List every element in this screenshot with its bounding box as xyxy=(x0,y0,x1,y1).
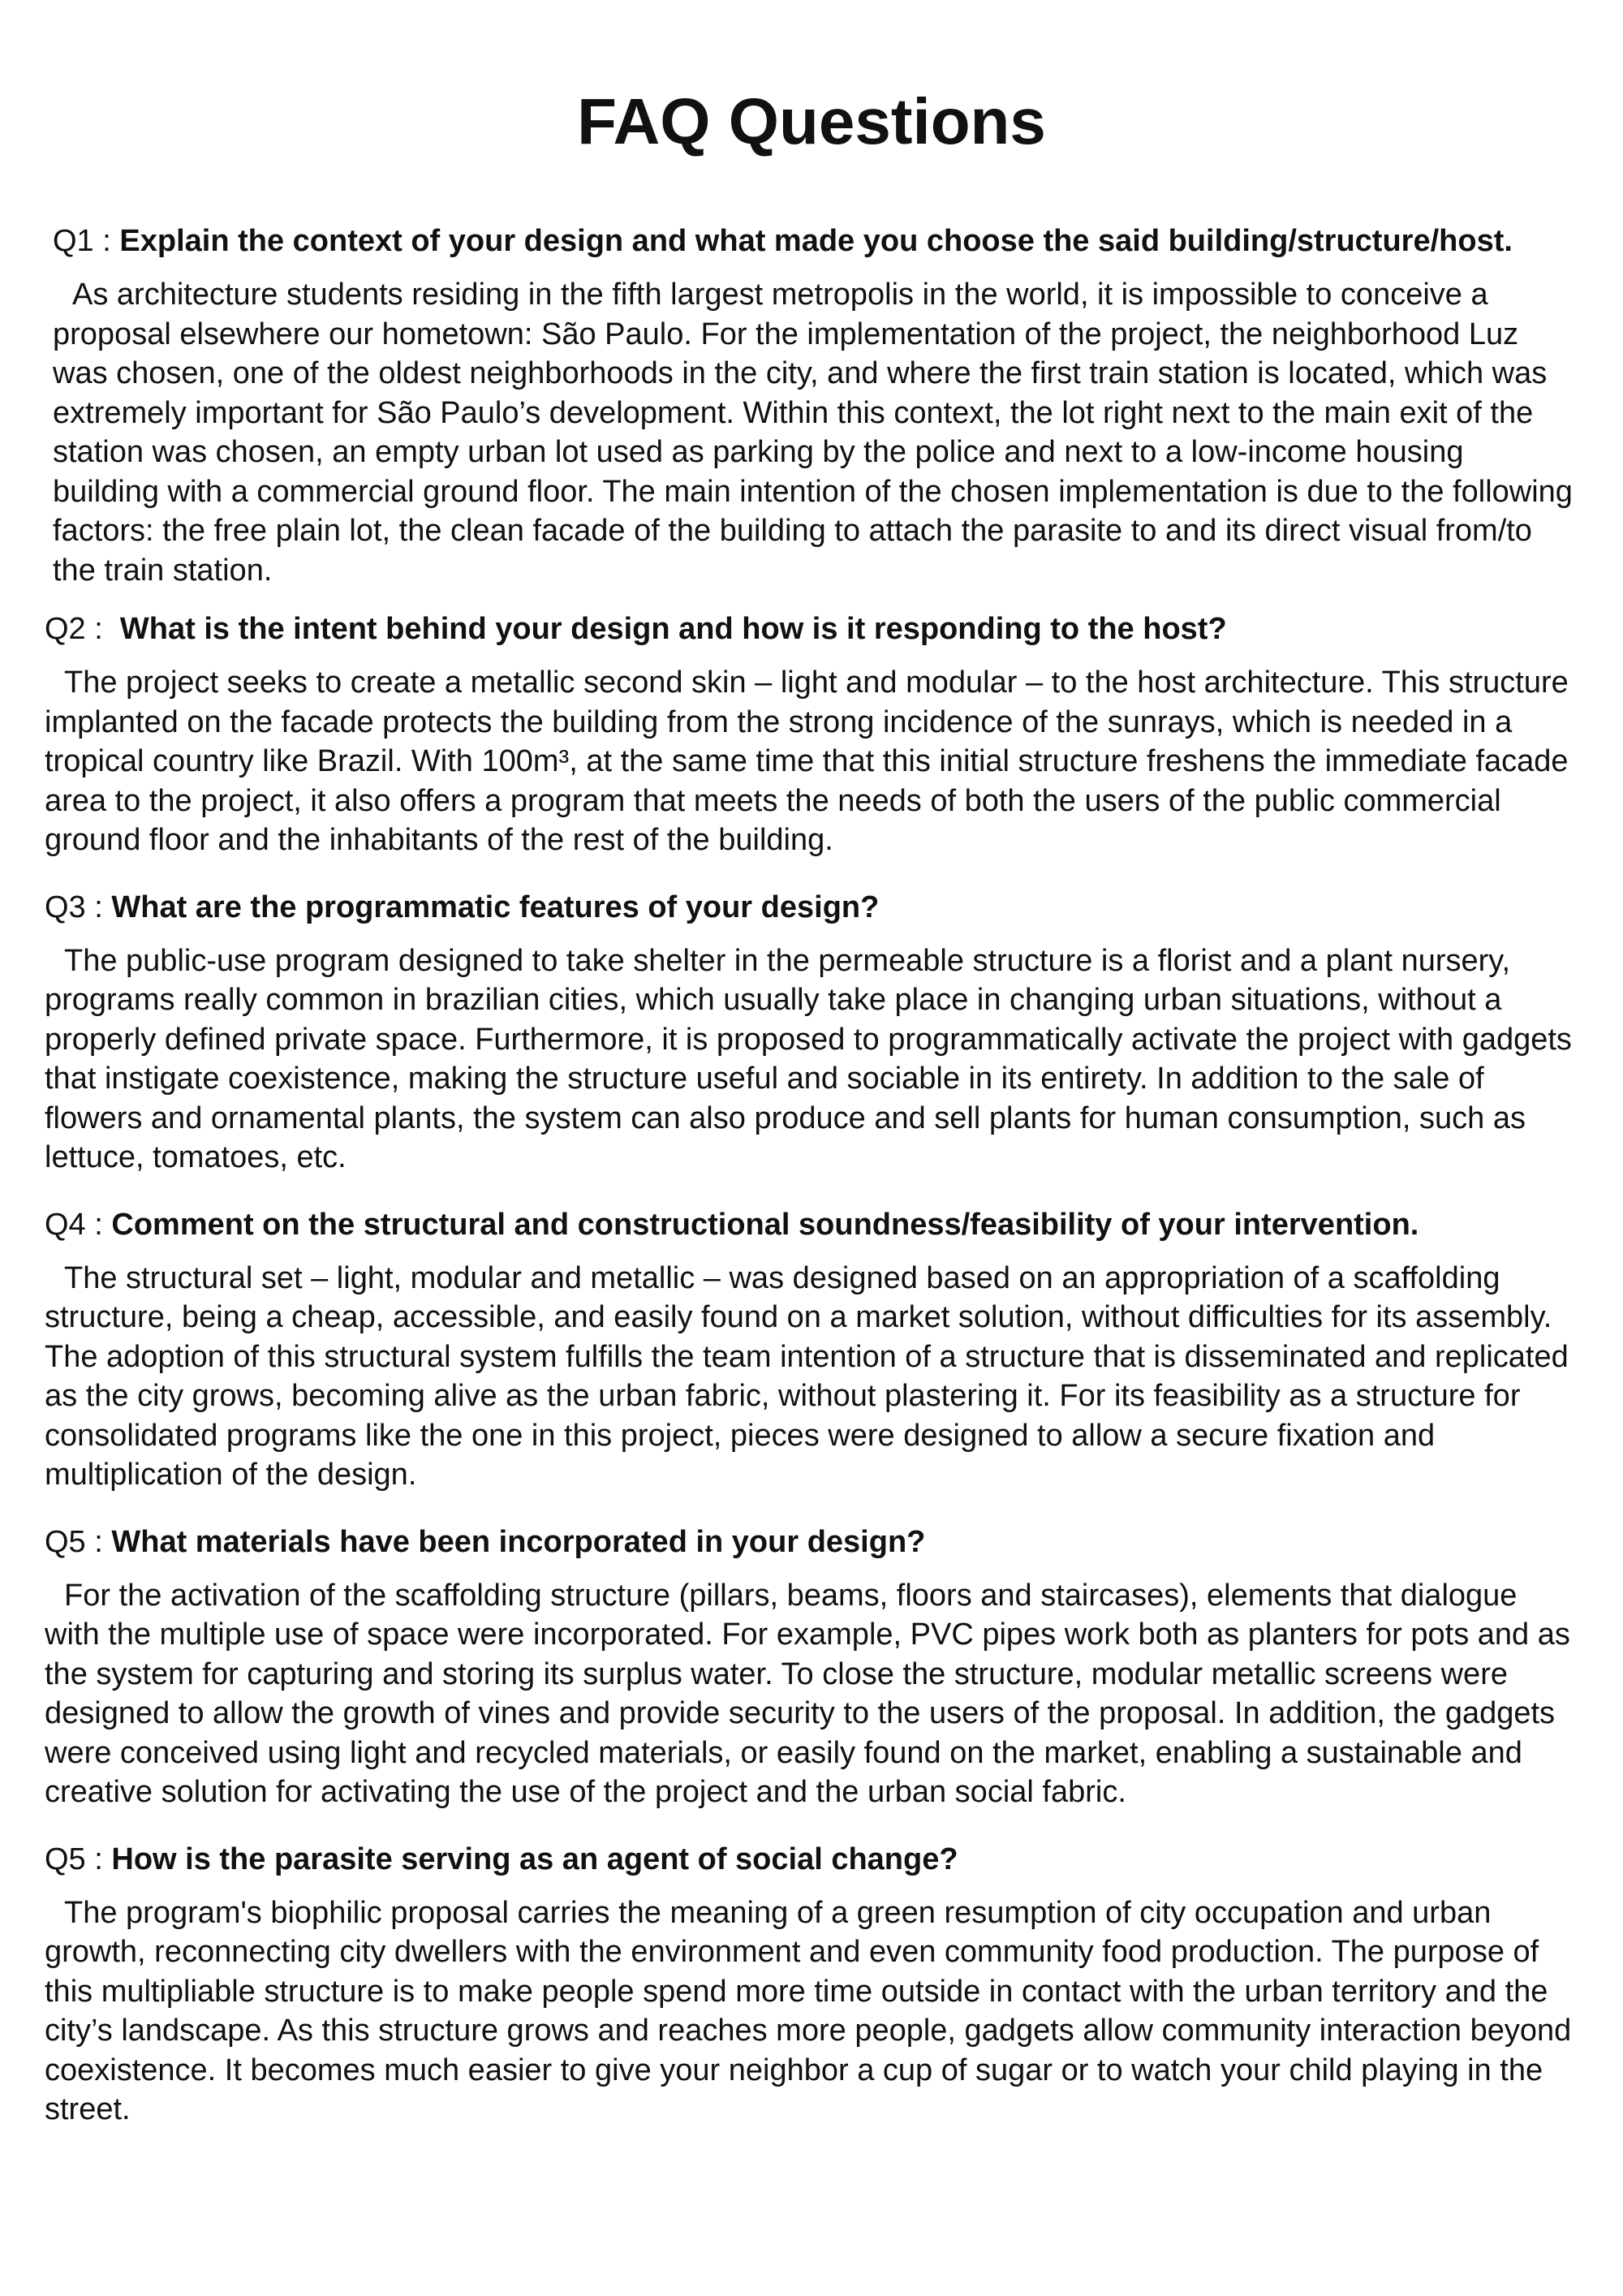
faq-item-6 xyxy=(45,1840,1578,2130)
faq-item-2 xyxy=(45,610,1578,860)
question-3-text: What are the programmatic features of your design? xyxy=(111,890,880,924)
question-1 xyxy=(45,222,1578,261)
question-6-text: How is the parasite serving as an agent of social change? xyxy=(111,1842,958,1876)
question-2-number: Q2 : xyxy=(45,612,120,646)
question-5 xyxy=(45,1523,1578,1562)
question-4-number: Q4 : xyxy=(45,1207,112,1242)
question-4-text: Comment on the structural and constructional soundness/feasibility of your intervention. xyxy=(111,1207,1419,1242)
answer-5: For the activation of the scaffolding structure (pillars, beams, floors and staircases), elements that dialogue with the multiple use of space were incorporated. For example, PVC pipes work both as planters for pots and as the system for capturing and storing its surplus water. To close the structure, modular metallic screens were designed to allow the growth of vines and provide security to the users of the proposal. In addition, the gadgets were conceived using light and recycled materials, or easily found on the market, enabling a sustainable and creative solution for activating the use of the project and the urban social fabric. xyxy=(45,1578,1570,1809)
page-title: FAQ Questions xyxy=(577,85,1046,157)
answer-3: The public-use program designed to take shelter in the permeable structure is a florist and a plant nursery, programs really common in brazilian cities, which usually take place in changing urban situations, without a properly defined private space. Furthermore, it is proposed to programmatically activate the project with gadgets that instigate coexistence, making the structure useful and sociable in its entirety. In addition to the sale of flowers and ornamental plants, the system can also produce and sell plants for human consumption, such as lettuce, tomatoes, etc. xyxy=(45,943,1572,1174)
faq-item-5 xyxy=(45,1523,1578,1812)
question-2 xyxy=(45,610,1578,648)
question-5-text: What materials have been incorporated in your design? xyxy=(111,1524,926,1559)
faq-item-4 xyxy=(45,1205,1578,1495)
question-1-text: Explain the context of your design and what made you choose the said building/structure/host. xyxy=(119,224,1513,258)
answer-6: The program's biophilic proposal carries the meaning of a green resumption of city occupation and urban growth, reconnecting city dwellers with the environment and even community food production. The purpose of this multipliable structure is to make people spend more time outside in contact with the urban territory and the city’s landscape. As this structure grows and reaches more people, gadgets allow community interaction beyond coexistence. It becomes much easier to give your neighbor a cup of sugar or to watch your child playing in the street. xyxy=(45,1895,1572,2126)
faq-item-3 xyxy=(45,888,1578,1178)
question-3-number: Q3 : xyxy=(45,890,112,924)
answer-2: The project seeks to create a metallic second skin – light and modular – to the host architecture. This structure implanted on the facade protects the building from the strong incidence of the sunrays, which is needed in a tropical country like Brazil. With 100m³, at the same time that this initial structure freshens the immediate facade area to the project, it also offers a program that meets the needs of both the users of the public commercial ground floor and the inhabitants of the rest of the building. xyxy=(45,666,1569,857)
question-5-number: Q5 : xyxy=(45,1524,112,1559)
answer-1: As architecture students residing in the fifth largest metropolis in the world, it is impossible to conceive a proposal elsewhere our hometown: São Paulo. For the implementation of the project, the neighborhood Luz was chosen, one of the oldest neighborhoods in the city, and where the first train station is located, which was extremely important for São Paulo’s development. Within this context, the lot right next to the main exit of the station was chosen, an empty urban lot used as parking by the police and next to a low-income housing building with a commercial ground floor. The main intention of the chosen implementation is due to the following factors: the free plain lot, the clean facade of the building to attach the parasite to and its direct visual from/to the train station. xyxy=(53,278,1573,588)
question-6 xyxy=(45,1840,1578,1879)
faq-item-1 xyxy=(45,222,1578,590)
question-3 xyxy=(45,888,1578,927)
answer-4: The structural set – light, modular and metallic – was designed based on an appropriation of a scaffolding structure, being a cheap, accessible, and easily found on a market solution, without difficulties for its assembly. The adoption of this structural system fulfills the team intention of a structure that is disseminated and replicated as the city grows, becoming alive as the urban fabric, without plastering it. For its feasibility as a structure for consolidated programs like the one in this project, pieces were designed to allow a secure fixation and multiplication of the design. xyxy=(45,1260,1569,1492)
question-2-text: What is the intent behind your design and how is it responding to the host? xyxy=(119,612,1227,646)
question-6-number: Q5 : xyxy=(45,1842,112,1876)
question-4 xyxy=(45,1205,1578,1244)
question-1-number: Q1 : xyxy=(53,224,120,258)
